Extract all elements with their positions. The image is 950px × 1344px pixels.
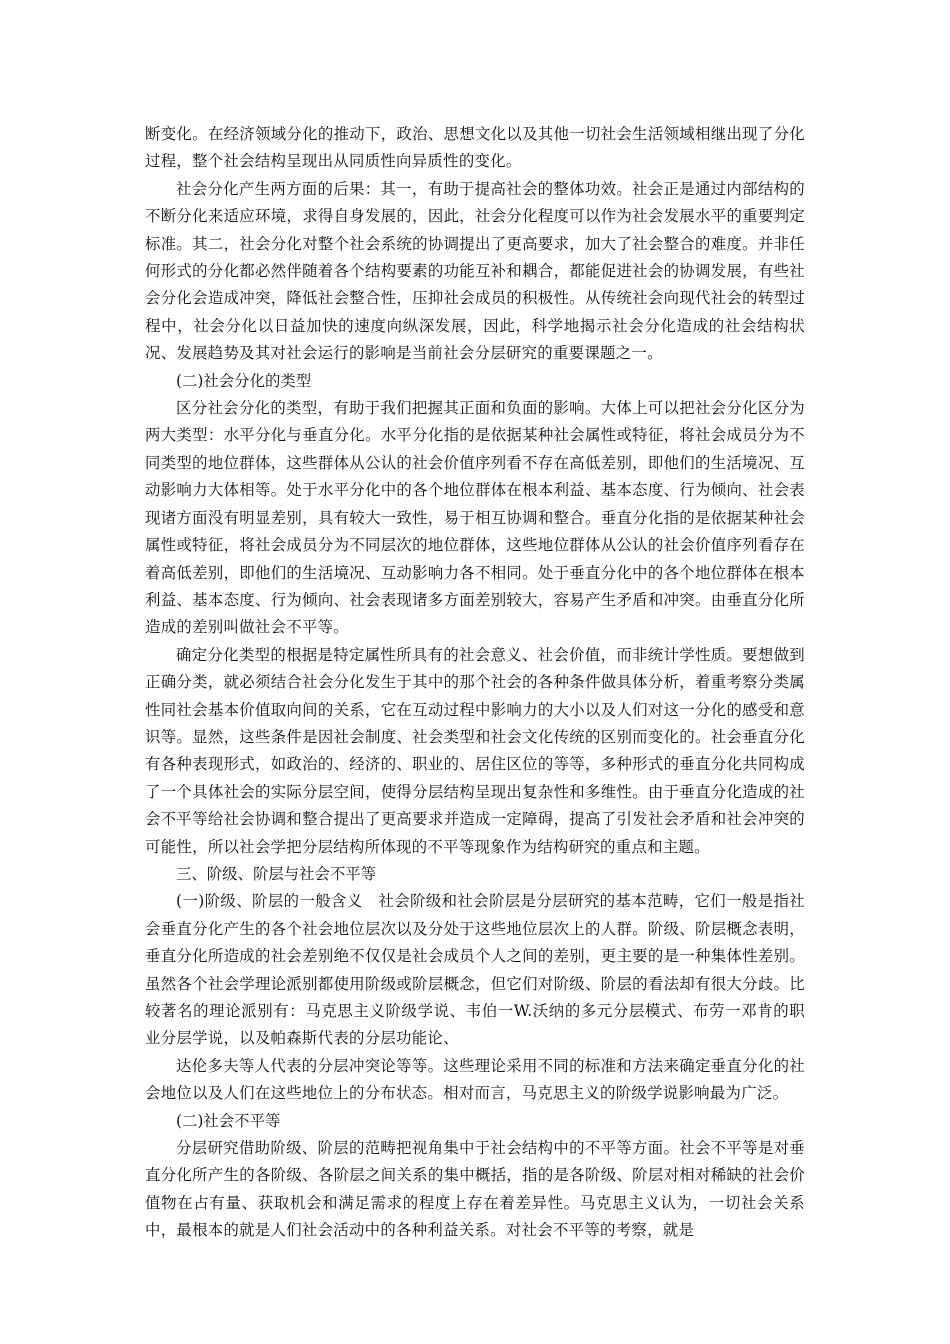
section-heading-class-stratum-inequality: 三、阶级、阶层与社会不平等: [176, 864, 377, 883]
subheading-types-of-differentiation: (二)社会分化的类型: [176, 371, 312, 390]
paragraph-3: 区分社会分化的类型，有助于我们把握其正面和负面的影响。大体上可以把社会分化区分为两大类型：水平分化与垂直分化。水平分化指的是依据某种社会属性或特征，将社会成员分为不同类型的地位群体，这些群体从公认的社会价值序列看不存在高低差别，即他们的生活境况、互动影响力大体相等。处于水平分化中的各个地位群体在根本利益、基本态度、行为倾向、社会表现诸方面没有明显差别，具有较大一致性，易于相互协调和整合。垂直分化指的是依据某种社会属性或特征，将社会成员分为不同层次的地位群体，这些地位群体从公认的社会价值序列看存在着高低差别，即他们的生活境况、互动影响力各不相同。处于垂直分化中的各个地位群体在根本利益、基本态度、行为倾向、社会表现诸多方面差别较大，容易产生矛盾和冲突。由垂直分化所造成的差别叫做社会不平等。: [145, 399, 805, 637]
paragraph-6: 达伦多夫等人代表的分层冲突论等等。这些理论采用不同的标准和方法来确定垂直分化的社会地位以及人们在这些地位上的分布状态。相对而言，马克思主义的阶级学说影响最为广泛。: [145, 1056, 805, 1103]
document-page: [145, 121, 805, 1245]
paragraph-5: (一)阶级、阶层的一般含义 社会阶级和社会阶层是分层研究的基本范畴，它们一般是指社会垂直分化产生的各个社会地位层次以及分处于这些地位层次上的人群。阶级、阶层概念表明，垂直分化所造成的社会差别绝不仅仅是社会成员个人之间的差别，更主要的是一种集体性差别。虽然各个社会学理论派别都使用阶级或阶层概念，但它们对阶级、阶层的看法却有很大分歧。比较著名的理论派别有：马克思主义阶级学说、韦伯一W.沃纳的多元分层模式、布劳一邓肯的职业分层学说，以及帕森斯代表的分层功能论、: [145, 892, 805, 1048]
paragraph-2: 社会分化产生两方面的后果：其一，有助于提高社会的整体功效。社会正是通过内部结构的不断分化来适应环境，求得自身发展的，因此，社会分化程度可以作为社会发展水平的重要判定标准。其二，社会分化对整个社会系统的协调提出了更高要求，加大了社会整合的难度。并非任何形式的分化都必然伴随着各个结构要素的功能互补和耦合，都能促进社会的协调发展，有些社会分化会造成冲突，降低社会整合性，压抑社会成员的积极性。从传统社会向现代社会的转型过程中，社会分化以日益加快的速度向纵深发展，因此，科学地揭示社会分化造成的社会结构状况、发展趋势及其对社会运行的影响是当前社会分层研究的重要课题之一。: [145, 179, 805, 363]
paragraph-7: 分层研究借助阶级、阶层的范畴把视角集中于社会结构中的不平等方面。社会不平等是对垂直分化所产生的各阶级、各阶层之间关系的集中概括，指的是各阶级、阶层对相对稀缺的社会价值物在占有量、获取机会和满足需求的程度上存在着差异性。马克思主义认为，一切社会关系中，最根本的就是人们社会活动中的各种利益关系。对社会不平等的考察，就是: [145, 1139, 805, 1240]
subheading-social-inequality: (二)社会不平等: [176, 1111, 281, 1130]
paragraph-1: 断变化。在经济领域分化的推动下，政治、思想文化以及其他一切社会生活领域相继出现了分化过程，整个社会结构呈现出从同质性向异质性的变化。: [145, 125, 805, 171]
paragraph-4: 确定分化类型的根据是特定属性所具有的社会意义、社会价值，而非统计学性质。要想做到正确分类，就必须结合社会分化发生于其中的那个社会的各种条件做具体分析，着重考察分类属性同社会基本价值取向间的关系，它在互动过程中影响力的大小以及人们对这一分化的感受和意识等。显然，这些条件是因社会制度、社会类型和社会文化传统的区别而变化的。社会垂直分化有各种表现形式，如政治的、经济的、职业的、居住区位的等等，多种形式的垂直分化共同构成了一个具体社会的实际分层空间，使得分层结构呈现出复杂性和多维性。由于垂直分化造成的社会不平等给社会协调和整合提出了更高要求并造成一定障碍，提高了引发社会矛盾和社会冲突的可能性，所以社会学把分层结构所体现的不平等现象作为结构研究的重点和主题。: [145, 645, 805, 856]
